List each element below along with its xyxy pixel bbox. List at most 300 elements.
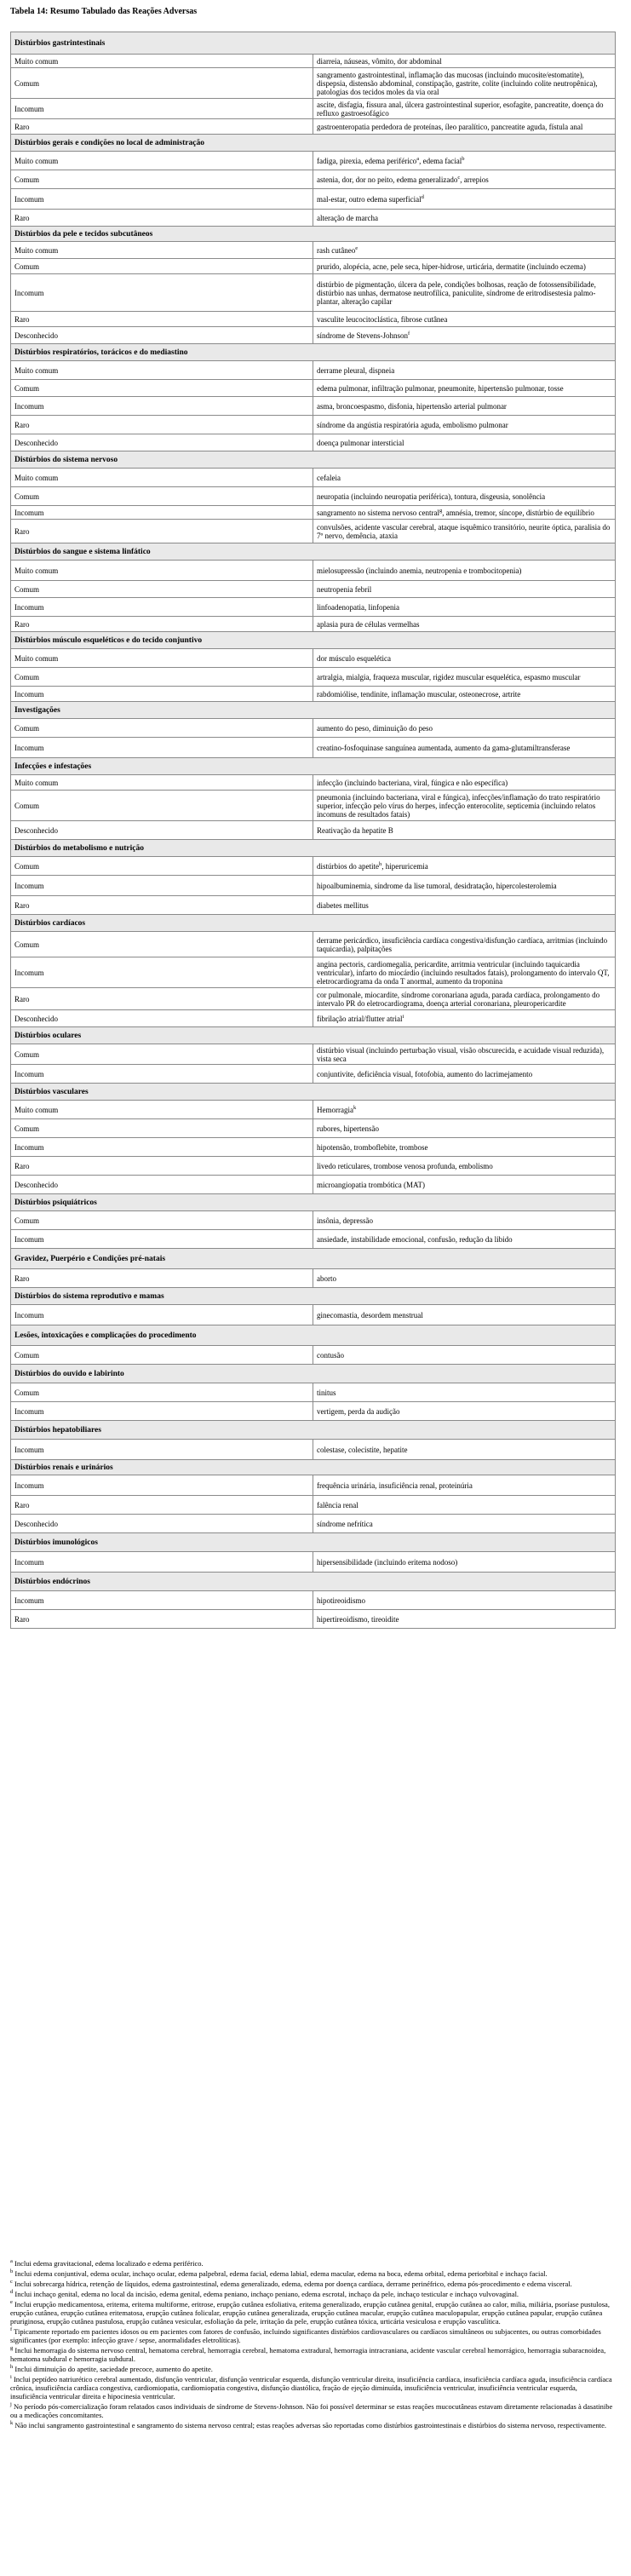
table-row (11, 506, 616, 520)
reaction-cell (313, 1402, 616, 1421)
footnote (10, 2365, 616, 2373)
reaction-cell (313, 988, 616, 1010)
reaction-text-continued: , amnésia, tremor, síncope, distúrbio de equilíbrio (442, 508, 594, 517)
reaction-cell (313, 520, 616, 543)
reaction-cell (313, 68, 616, 99)
reaction-text: sangramento no sistema nervoso central (317, 508, 439, 517)
footnote-marker: g (439, 507, 443, 514)
reaction-text: síndrome da angústia respiratória aguda, embolismo pulmonar (317, 420, 508, 429)
reaction-cell (313, 932, 616, 957)
section-title: Distúrbios da pele e tecidos subcutâneos (11, 227, 616, 242)
frequency-cell: Raro (11, 1269, 313, 1288)
reaction-text: rash cutâneo (317, 245, 356, 255)
frequency-cell: Incomum (11, 1402, 313, 1421)
reaction-cell (313, 327, 616, 344)
table-row (11, 876, 616, 896)
reaction-text: mal-estar, outro edema superficial (317, 194, 422, 204)
table-row (11, 1383, 616, 1402)
footnote-marker: e (10, 2299, 13, 2306)
reaction-text: hipertireoidismo, tireoidite (317, 1614, 399, 1624)
section-title: Distúrbios respiratórios, torácicos e do mediastino (11, 344, 616, 361)
footnote-marker: f (408, 330, 410, 336)
frequency-cell: Comum (11, 581, 313, 598)
footnote-marker: h (10, 2364, 14, 2371)
reaction-cell (313, 274, 616, 312)
table-row (11, 397, 616, 416)
reaction-text: neutropenia febril (317, 584, 372, 594)
reaction-cell (313, 1552, 616, 1573)
table-row (11, 1475, 616, 1496)
reaction-text: microangiopatia trombótica (MAT) (317, 1180, 425, 1189)
frequency-cell: Raro (11, 988, 313, 1010)
reaction-text: rubores, hipertensão (317, 1124, 379, 1133)
footnote-text: Inclui edema gravitacional, edema localizado e edema periférico. (14, 2259, 204, 2268)
section-title: Distúrbios do metabolismo e nutrição (11, 840, 616, 857)
reaction-cell (313, 119, 616, 135)
section-title: Distúrbios psiquiátricos (11, 1194, 616, 1211)
reaction-cell (313, 791, 616, 821)
reaction-text: convulsões, acidente vascular cerebral, ataque isquêmico transitório, neurite óptica, paralisia do 7º nervo, demência, ataxia (317, 522, 611, 540)
footnote-text: Inclui erupção medicamentosa, eritema, eritema multiforme, eritrose, erupção cutânea esfoliativa, eritema generalizado, erupção cutânea genital, erupção cutânea ao calor, milia, miliária, psoríase pustulosa, erupção cutânea, erupção cutânea eritematosa, erupção cutânea folicular, erupção cutânea generalizada, erupção cutânea macular, erupção cutânea maculopapular, erupção cutânea papular, erupção cutânea pruriginosa, erupção cutânea pustulosa, erupção cutânea vesicular, esfoliação da pele, irritação da pele, erupção cutânea tóxica, urticária vesiculosa e erupção vasculítica. (10, 2300, 610, 2326)
reaction-cell (313, 876, 616, 896)
table-row (11, 68, 616, 99)
reaction-text: distúrbio de pigmentação, úlcera da pele, condições bolhosas, reação de fotossensibilidade, distúrbio nas unhas, dermatose neutrofílica, paniculite, síndrome de eritrodisestesia palmo-plantar, alteração capilar (317, 279, 596, 306)
reaction-cell (313, 1176, 616, 1194)
table-row (11, 55, 616, 68)
table-row (11, 896, 616, 915)
table-row (11, 988, 616, 1010)
footnote-marker: k (353, 1104, 357, 1111)
frequency-cell: Raro (11, 617, 313, 632)
reaction-text: ansiedade, instabilidade emocional, confusão, redução da libido (317, 1234, 513, 1244)
section-title: Distúrbios gastrintestinais (11, 32, 616, 55)
frequency-cell: Desconhecido (11, 821, 313, 840)
table-row (11, 1101, 616, 1119)
reaction-text: Hemorragia (317, 1105, 353, 1114)
frequency-cell: Desconhecido (11, 1515, 313, 1533)
reaction-text: cefaleia (317, 473, 341, 482)
footnote-marker: a (416, 155, 420, 162)
footnote (10, 2280, 616, 2288)
section-header-row (11, 1533, 616, 1552)
table-row (11, 1010, 616, 1027)
frequency-cell: Muito comum (11, 469, 313, 487)
footnote-text: Inclui diminuição do apetite, saciedade precoce, aumento do apetite. (14, 2365, 213, 2373)
reaction-cell (313, 487, 616, 506)
footnote-marker: a (10, 2258, 13, 2265)
table-row (11, 1552, 616, 1573)
section-header-row (11, 1421, 616, 1440)
reaction-text: gastroenteropatia perdedora de proteínas, íleo paralítico, pancreatite aguda, fístula anal (317, 122, 583, 131)
reaction-cell (313, 857, 616, 876)
footnote (10, 2346, 616, 2363)
frequency-cell: Raro (11, 520, 313, 543)
footnote (10, 2402, 616, 2419)
footnote (10, 2269, 616, 2278)
table-row (11, 520, 616, 543)
section-header-row (11, 1194, 616, 1211)
section-title: Distúrbios cardíacos (11, 915, 616, 932)
reaction-cell (313, 380, 616, 397)
reaction-cell (313, 1515, 616, 1533)
reaction-text: angina pectoris, cardiomegalia, pericardite, arritmia ventricular (incluindo taquicardia ventricular), infarto do miocárdio (incluindo resultados fatais), prolongamento do intervalo QT, eletrocardiograma da onda T anormal, aumento da troponina (317, 959, 610, 986)
reaction-cell (313, 1475, 616, 1496)
frequency-cell: Comum (11, 719, 313, 738)
reaction-text: vasculite leucocitoclástica, fibrose cutânea (317, 314, 448, 324)
reaction-cell (313, 1065, 616, 1084)
reaction-cell (313, 581, 616, 598)
reaction-text: derrame pericárdico, insuficiência cardíaca congestiva/disfunção cardíaca, arritmias (incluindo taquicardia), palpitações (317, 935, 608, 953)
section-title: Lesões, intoxicações e complicações do procedimento (11, 1325, 616, 1346)
frequency-cell: Comum (11, 259, 313, 274)
frequency-cell: Raro (11, 416, 313, 434)
section-header-row (11, 543, 616, 561)
footnote-marker: i (402, 1013, 404, 1020)
reaction-cell (313, 210, 616, 227)
table-row (11, 1591, 616, 1610)
frequency-cell: Incomum (11, 189, 313, 210)
table-row (11, 170, 616, 189)
reaction-text: prurido, alopécia, acne, pele seca, hiper-hidrose, urticária, dermatite (incluindo eczema) (317, 262, 586, 271)
table-row (11, 242, 616, 259)
reaction-cell (313, 738, 616, 758)
table-row (11, 1610, 616, 1629)
frequency-cell: Incomum (11, 1305, 313, 1325)
footnote-marker: f (10, 2326, 13, 2333)
footnote (10, 2290, 616, 2298)
table-row (11, 210, 616, 227)
frequency-cell: Comum (11, 1119, 313, 1138)
footnote-text: Inclui inchaço genital, edema no local da incisão, edema genital, edema peniano, inchaço peniano, edema escrotal, inchaço da pele, inchaço testicular e inchaço vulvovaginal. (14, 2290, 519, 2298)
reaction-cell (313, 957, 616, 988)
footnote-text: Inclui peptídeo natriurético cerebral aumentado, disfunção ventricular, disfunção ventricular esquerda, disfunção ventricular direita, insuficiência cardíaca, insuficiência cardíaca aguda, insuficiência cardíaca crônica, insuficiência cardíaca congestiva, cardiomiopatia, cardiomiopatia congestiva, disfunção diastólica, fração de ejeção diminuída, insuficiência ventricular, insuficiência ventricular esquerda, insuficiência ventricular direita e hipocinesia ventricular. (10, 2375, 612, 2401)
table-row (11, 932, 616, 957)
reaction-cell (313, 649, 616, 668)
section-title: Distúrbios do sistema reprodutivo e mamas (11, 1288, 616, 1305)
reaction-text: fadiga, pirexia, edema periférico (317, 156, 417, 165)
table-row (11, 1138, 616, 1157)
reaction-cell (313, 416, 616, 434)
footnote-text: Inclui sobrecarga hídrica, retenção de líquidos, edema gastrointestinal, edema generalizado, edema, edema por doença cardíaca, derrame perinéfrico, edema pós-procedimento e edema visceral. (14, 2280, 572, 2288)
table-row (11, 738, 616, 758)
reaction-cell (313, 1211, 616, 1230)
footnotes (10, 2259, 616, 2431)
frequency-cell: Comum (11, 857, 313, 876)
reaction-text: aborto (317, 1274, 336, 1283)
table-row (11, 416, 616, 434)
reaction-text: ascite, disfagia, fissura anal, úlcera gastrointestinal superior, esofagite, pancreatite, doença do refluxo gastroesofágico (317, 100, 604, 118)
section-title: Gravidez, Puerpério e Condições pré-natais (11, 1249, 616, 1269)
footnote-marker: j (10, 2401, 12, 2408)
table-body (11, 32, 616, 1629)
reaction-text: hipersensibilidade (incluindo eritema nodoso) (317, 1557, 458, 1567)
section-header-row (11, 344, 616, 361)
section-header-row (11, 632, 616, 649)
reaction-cell (313, 397, 616, 416)
frequency-cell: Comum (11, 1383, 313, 1402)
reaction-text-continued: , arrepios (460, 175, 489, 184)
reaction-cell (313, 170, 616, 189)
reaction-text: distúrbio visual (incluindo perturbação visual, visão obscurecida, e acuidade visual reduzida), vista seca (317, 1045, 605, 1063)
reaction-cell (313, 55, 616, 68)
section-header-row (11, 1249, 616, 1269)
table-row (11, 687, 616, 702)
reaction-cell (313, 189, 616, 210)
table-row (11, 1515, 616, 1533)
reaction-text: Reativação da hepatite B (317, 825, 393, 835)
frequency-cell: Desconhecido (11, 1010, 313, 1027)
section-header-row (11, 1365, 616, 1383)
frequency-cell: Incomum (11, 598, 313, 617)
table-row (11, 649, 616, 668)
reaction-text: edema pulmonar, infiltração pulmonar, pneumonite, hipertensão pulmonar, tosse (317, 383, 564, 393)
table-row (11, 1176, 616, 1194)
reaction-cell (313, 1305, 616, 1325)
table-row (11, 617, 616, 632)
table-row (11, 1065, 616, 1084)
reaction-text: astenia, dor, dor no peito, edema generalizado (317, 175, 458, 184)
reaction-text: doença pulmonar intersticial (317, 438, 404, 447)
reaction-text: asma, broncoespasmo, disfonia, hipertensão arterial pulmonar (317, 401, 507, 411)
frequency-cell: Raro (11, 1157, 313, 1176)
table-row (11, 1269, 616, 1288)
reaction-cell (313, 821, 616, 840)
reaction-cell (313, 1610, 616, 1629)
table-row (11, 775, 616, 791)
table-row (11, 327, 616, 344)
frequency-cell: Incomum (11, 1475, 313, 1496)
frequency-cell: Incomum (11, 397, 313, 416)
reaction-text: hipotireoidismo (317, 1596, 365, 1605)
section-header-row (11, 1460, 616, 1475)
section-header-row (11, 227, 616, 242)
table-row (11, 1496, 616, 1515)
table-row (11, 1402, 616, 1421)
reaction-text: síndrome nefrítica (317, 1519, 373, 1528)
reaction-cell (313, 561, 616, 581)
footnote-marker: c (10, 2279, 13, 2286)
reaction-cell (313, 687, 616, 702)
table-row (11, 99, 616, 119)
reaction-cell (313, 617, 616, 632)
section-title: Distúrbios renais e urinários (11, 1460, 616, 1475)
frequency-cell: Comum (11, 170, 313, 189)
table-caption: Tabela 14: Resumo Tabulado das Reações Adversas (10, 7, 198, 16)
table-row (11, 857, 616, 876)
table-row (11, 274, 616, 312)
frequency-cell: Raro (11, 119, 313, 135)
reaction-cell (313, 775, 616, 791)
adverse-reactions-table (10, 32, 616, 1629)
section-title: Infecções e infestações (11, 758, 616, 775)
section-header-row (11, 1027, 616, 1044)
reaction-cell (313, 361, 616, 380)
table-row (11, 1157, 616, 1176)
reaction-text: fibrilação atrial/flutter atrial (317, 1014, 403, 1023)
footnote (10, 2421, 616, 2429)
reaction-text: frequência urinária, insuficiência renal, proteinúria (317, 1481, 473, 1490)
table-row (11, 791, 616, 821)
reaction-cell (313, 506, 616, 520)
reaction-text-continued: , hiperuricemia (381, 861, 428, 871)
reaction-text: sangramento gastrointestinal, inflamação das mucosas (incluindo mucosite/estomatite), dispepsia, distensão abdominal, constipação, gastrite, colite (incluindo colite neutropênica), patologias dos tecidos moles da via oral (317, 70, 598, 96)
reaction-cell (313, 1138, 616, 1157)
frequency-cell: Incomum (11, 1591, 313, 1610)
reaction-cell (313, 1591, 616, 1610)
reaction-text: distúrbios do apetite (317, 861, 379, 871)
footnote-marker: k (10, 2420, 14, 2427)
table-row (11, 1044, 616, 1065)
frequency-cell: Comum (11, 68, 313, 99)
footnote-marker: b (462, 155, 465, 162)
reaction-cell (313, 1119, 616, 1138)
footnote-marker: g (10, 2345, 14, 2352)
reaction-cell (313, 312, 616, 327)
frequency-cell: Muito comum (11, 1101, 313, 1119)
reaction-text: livedo reticulares, trombose venosa profunda, embolismo (317, 1161, 493, 1170)
reaction-text: pneumonia (incluindo bacteriana, viral e fúngica), infecções/inflamação do trato respiratório superior, infecção pelo vírus do herpes, infecção enterocolite, septicemia (incluindo relatos incomuns de resultados fatais) (317, 792, 600, 819)
table-row (11, 1440, 616, 1460)
frequency-cell: Muito comum (11, 152, 313, 170)
reaction-cell (313, 1101, 616, 1119)
reaction-cell (313, 434, 616, 451)
reaction-text: contusão (317, 1350, 344, 1360)
footnote (10, 2300, 616, 2326)
frequency-cell: Comum (11, 932, 313, 957)
frequency-cell: Incomum (11, 506, 313, 520)
reaction-cell (313, 152, 616, 170)
reaction-text: dor músculo esquelética (317, 653, 391, 663)
section-header-row (11, 758, 616, 775)
reaction-cell (313, 1269, 616, 1288)
reaction-cell (313, 1044, 616, 1065)
reaction-cell (313, 1010, 616, 1027)
reaction-cell (313, 896, 616, 915)
frequency-cell: Raro (11, 896, 313, 915)
reaction-text: tinitus (317, 1388, 336, 1397)
table-row (11, 380, 616, 397)
frequency-cell: Incomum (11, 99, 313, 119)
reaction-text: aplasia pura de células vermelhas (317, 619, 420, 629)
table-row (11, 487, 616, 506)
frequency-cell: Incomum (11, 1065, 313, 1084)
table-row (11, 119, 616, 135)
table-row (11, 957, 616, 988)
frequency-cell: Desconhecido (11, 1176, 313, 1194)
frequency-cell: Desconhecido (11, 434, 313, 451)
reaction-cell (313, 1440, 616, 1460)
reaction-text: cor pulmonale, miocardite, síndrome coronariana aguda, parada cardíaca, prolongamento do intervalo PR do eletrocardiograma, doença arterial coronariana, pleuropericardite (317, 990, 600, 1008)
frequency-cell: Desconhecido (11, 327, 313, 344)
reaction-text-continued: , edema facial (419, 156, 462, 165)
frequency-cell: Comum (11, 380, 313, 397)
section-title: Distúrbios músculo esqueléticos e do tecido conjuntivo (11, 632, 616, 649)
section-header-row (11, 1573, 616, 1591)
footnote-text: No período pós-comercialização foram relatados casos individuais de síndrome de Stevens-Johnson. Não foi possível determinar se estas reações mucocutâneas estavam diretamente relacionadas à dasatinibe ou a medicações concomitantes. (10, 2402, 613, 2419)
table-row (11, 1119, 616, 1138)
frequency-cell: Incomum (11, 1440, 313, 1460)
table-row (11, 259, 616, 274)
reaction-text: alteração de marcha (317, 213, 378, 222)
table-row (11, 719, 616, 738)
table-row (11, 189, 616, 210)
table-row (11, 581, 616, 598)
reaction-cell (313, 719, 616, 738)
table-row (11, 434, 616, 451)
frequency-cell: Incomum (11, 687, 313, 702)
reaction-cell (313, 1383, 616, 1402)
reaction-cell (313, 242, 616, 259)
table-row (11, 561, 616, 581)
footnote-marker: i (10, 2374, 12, 2381)
reaction-text: mielosupressão (incluindo anemia, neutropenia e trombocitopenia) (317, 566, 522, 575)
section-header-row (11, 32, 616, 55)
section-header-row (11, 135, 616, 152)
reaction-text: falência renal (317, 1500, 359, 1509)
frequency-cell: Incomum (11, 738, 313, 758)
frequency-cell: Muito comum (11, 361, 313, 380)
footnote-text: Inclui edema conjuntival, edema ocular, inchaço ocular, edema palpebral, edema facial, edema labial, edema macular, edema na boca, edema orbital, edema periorbital e inchaço facial. (14, 2269, 548, 2278)
reaction-text: vertigem, perda da audição (317, 1406, 400, 1416)
reaction-text: colestase, colecistite, hepatite (317, 1445, 408, 1454)
frequency-cell: Raro (11, 1496, 313, 1515)
section-title: Distúrbios vasculares (11, 1084, 616, 1101)
reaction-text: rabdomiólise, tendinite, inflamação muscular, osteonecrose, artrite (317, 689, 521, 699)
frequency-cell: Muito comum (11, 649, 313, 668)
frequency-cell: Raro (11, 1610, 313, 1629)
reaction-text: diarreia, náuseas, vômito, dor abdominal (317, 56, 442, 66)
table-row (11, 668, 616, 687)
frequency-cell: Incomum (11, 274, 313, 312)
reaction-cell (313, 259, 616, 274)
frequency-cell: Comum (11, 1211, 313, 1230)
frequency-cell: Comum (11, 1044, 313, 1065)
frequency-cell: Comum (11, 791, 313, 821)
footnote-text: Inclui hemorragia do sistema nervoso central, hematoma cerebral, hemorragia cerebral, hematoma extradural, hemorragia intracraniana, acidente vascular cerebral hemorrágico, hemorragia subaracnoidea, hematoma subdural e hemorragia subdural. (10, 2346, 606, 2363)
footnote-text: Não inclui sangramento gastrointestinal e sangramento do sistema nervoso central; estas reações adversas são reportadas como distúrbios gastrointestinais e distúrbios do sistema nervoso, respectivamente. (14, 2421, 607, 2429)
table-row (11, 152, 616, 170)
reaction-text: insônia, depressão (317, 1216, 373, 1225)
reaction-text: síndrome de Stevens-Johnson (317, 331, 408, 340)
footnote (10, 2375, 616, 2401)
frequency-cell: Raro (11, 210, 313, 227)
frequency-cell: Muito comum (11, 561, 313, 581)
section-title: Distúrbios imunológicos (11, 1533, 616, 1552)
frequency-cell: Incomum (11, 876, 313, 896)
section-header-row (11, 1084, 616, 1101)
footnote-marker: d (421, 193, 424, 200)
table-row (11, 821, 616, 840)
section-header-row (11, 1288, 616, 1305)
table-row (11, 1305, 616, 1325)
section-title: Distúrbios do ouvido e labirinto (11, 1365, 616, 1383)
frequency-cell: Comum (11, 1346, 313, 1365)
reaction-cell (313, 668, 616, 687)
reaction-text: aumento do peso, diminuição do peso (317, 723, 433, 733)
table-row (11, 598, 616, 617)
frequency-cell: Incomum (11, 1552, 313, 1573)
reaction-text: ginecomastia, desordem menstrual (317, 1310, 423, 1320)
table-row (11, 1346, 616, 1365)
footnote-marker: b (10, 2268, 14, 2275)
section-title: Distúrbios hepatobiliares (11, 1421, 616, 1440)
reaction-cell (313, 1346, 616, 1365)
section-header-row (11, 451, 616, 469)
reaction-text: derrame pleural, dispneia (317, 365, 395, 375)
reaction-text: hipotensão, tromboflebite, trombose (317, 1142, 428, 1152)
reaction-text: hipoalbuminemia, síndrome da lise tumoral, desidratação, hipercolesterolemia (317, 881, 557, 890)
footnote-marker: h (379, 860, 382, 867)
